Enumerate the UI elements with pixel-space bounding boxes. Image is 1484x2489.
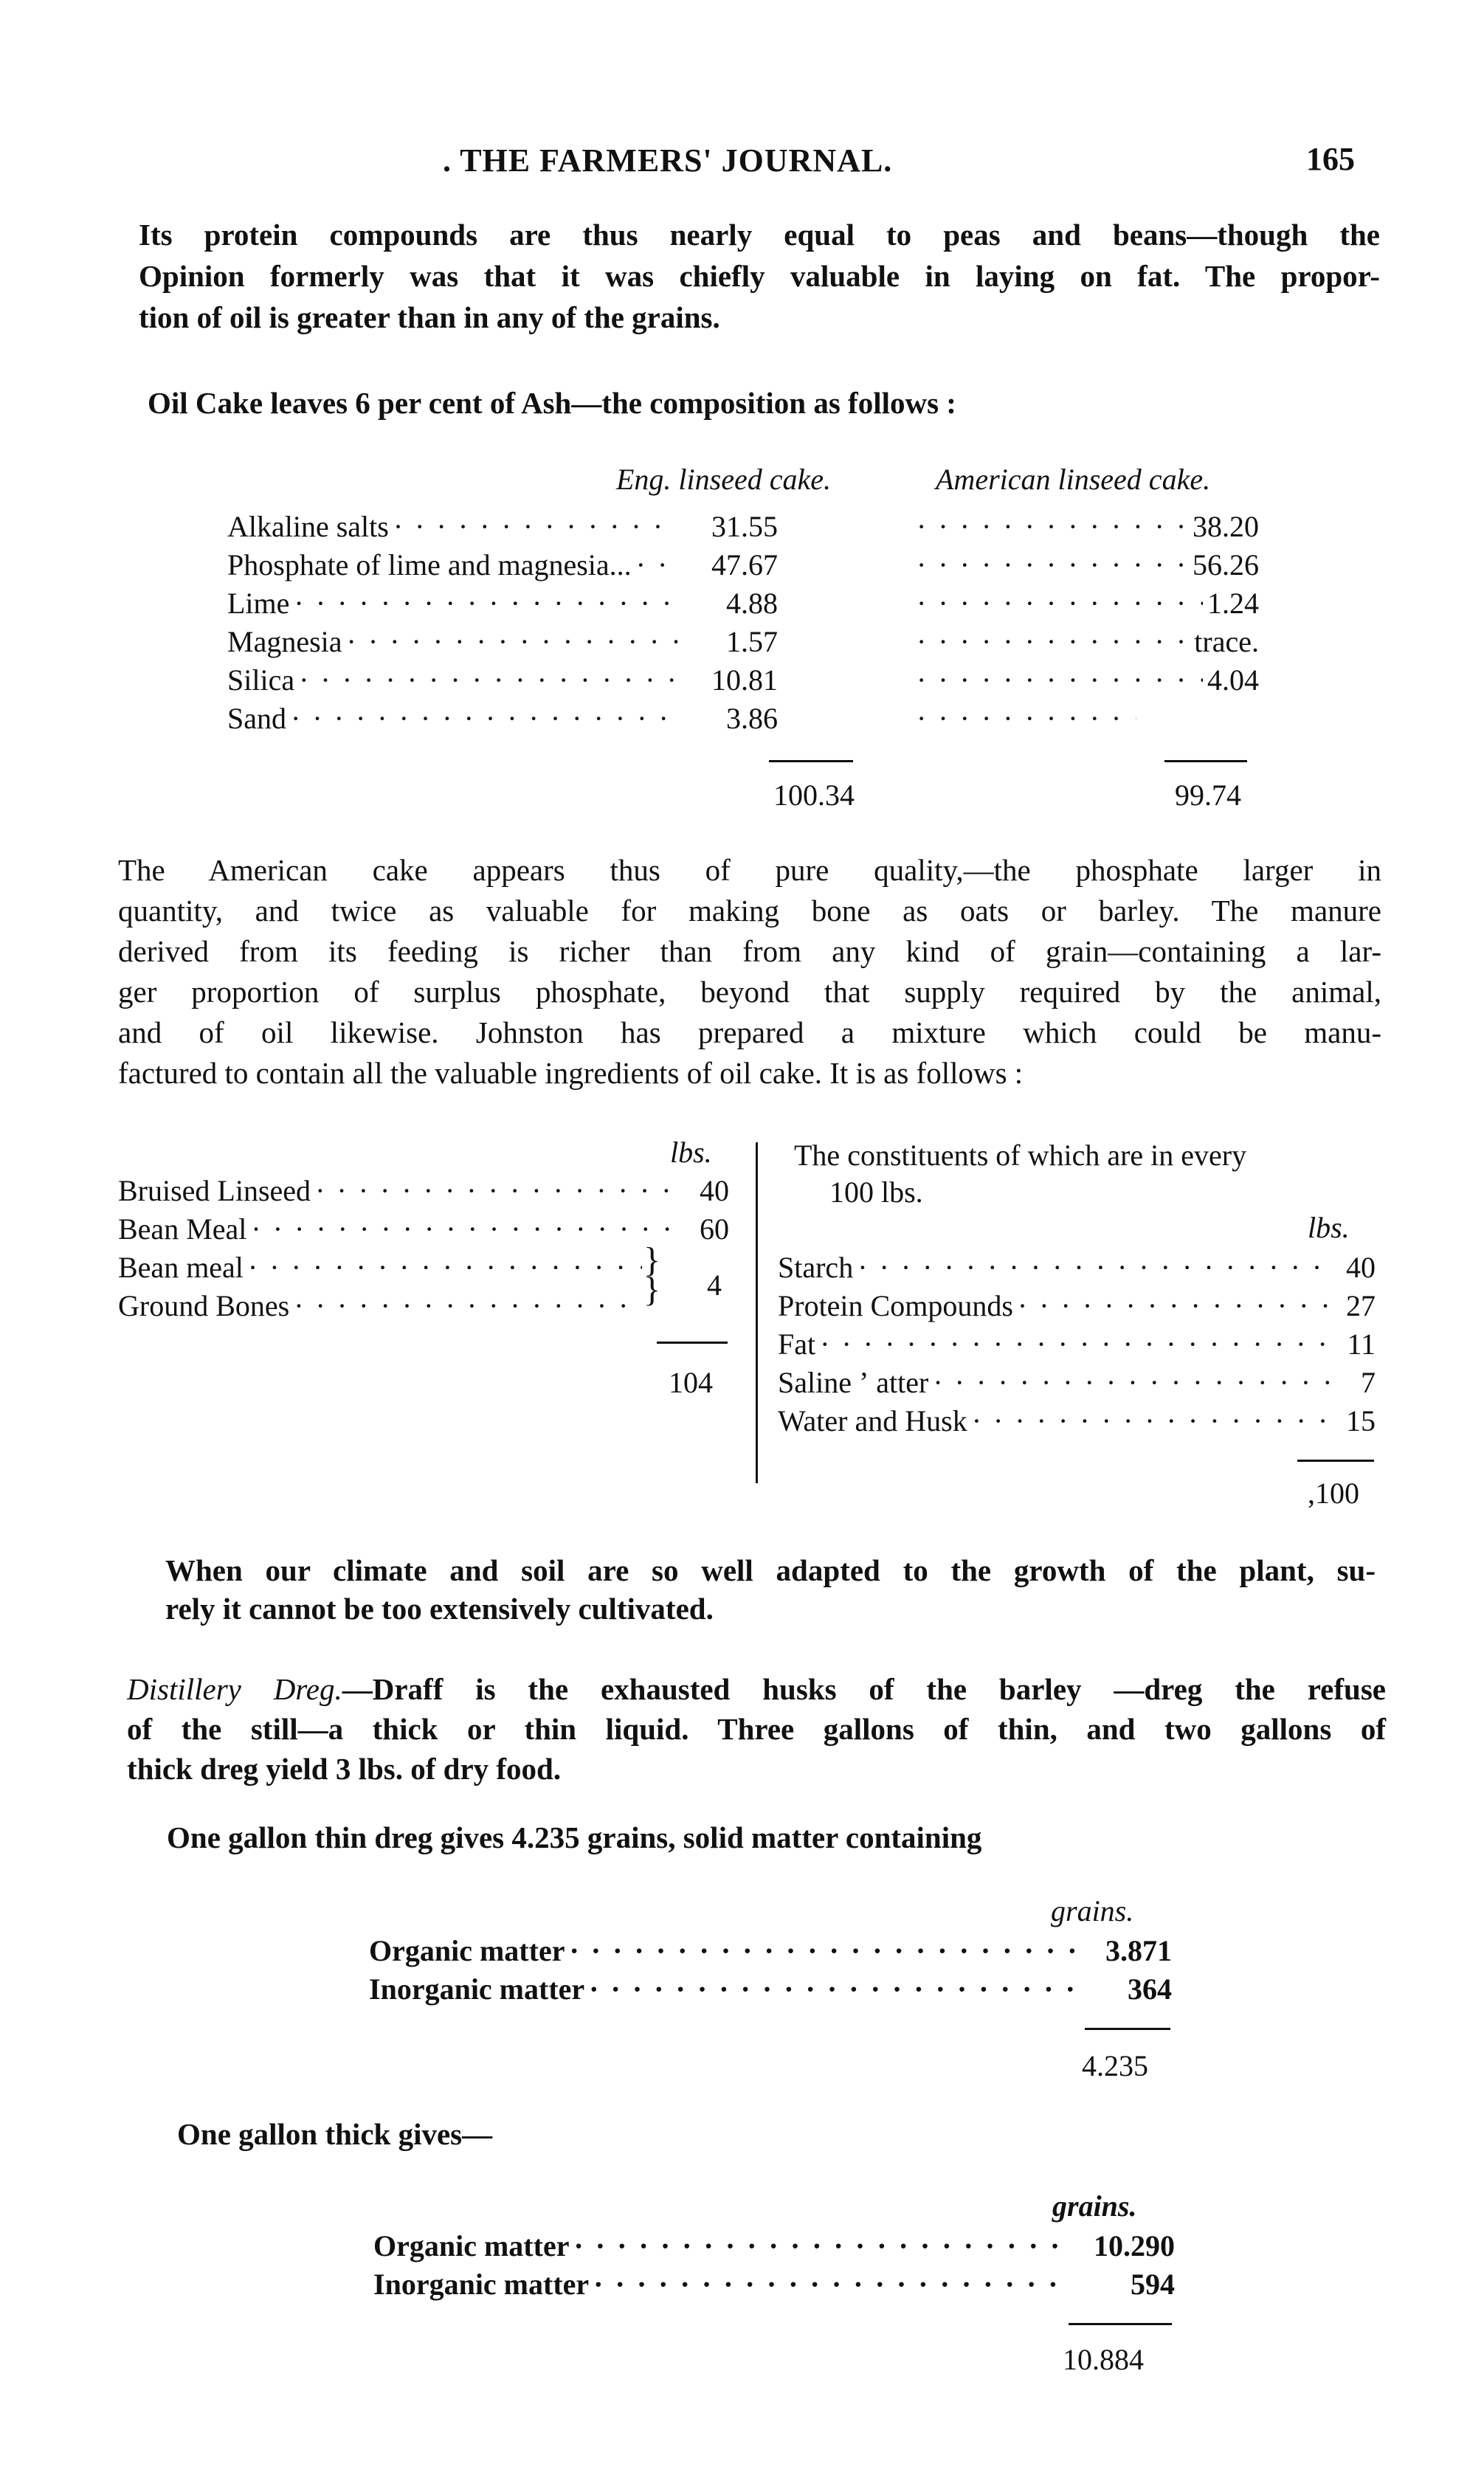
constituents-row-value: 27 bbox=[1346, 1289, 1376, 1322]
leader-dots bbox=[393, 509, 677, 544]
mixture-row bbox=[118, 1288, 646, 1323]
ash-row-value: 1.57 bbox=[726, 625, 778, 658]
constituents-row-label: Protein Compounds bbox=[778, 1289, 1013, 1322]
constituents-row-value: 40 bbox=[1346, 1251, 1376, 1284]
constituents-row-value: 11 bbox=[1347, 1328, 1376, 1361]
mixture-row-label: Bruised Linseed bbox=[118, 1174, 311, 1207]
thin-dreg-intro: One gallon thin dreg gives 4.235 grains, solid matter containing bbox=[167, 1820, 982, 1854]
constituents-row-label: Fat bbox=[778, 1328, 816, 1361]
leader-dots bbox=[857, 1250, 1334, 1285]
leader-dots bbox=[573, 2229, 1067, 2263]
intro-paragraph bbox=[139, 214, 1380, 338]
page-title: . THE FARMERS' JOURNAL. bbox=[443, 142, 893, 179]
ash-am-value: 4.04 bbox=[1207, 663, 1259, 697]
ash-am-total-rule bbox=[1164, 760, 1247, 762]
constituents-heading: The constituents of which are in every bbox=[794, 1139, 1247, 1172]
thin-dreg-row bbox=[369, 1972, 1172, 2006]
text-line: ger proportion of surplus phosphate, beyond that supply required by the animal, bbox=[118, 975, 1381, 1009]
climate-paragraph bbox=[165, 1551, 1376, 1628]
ash-row bbox=[227, 509, 778, 544]
ash-row-value: 47.67 bbox=[711, 548, 778, 581]
thick-dreg-total-rule bbox=[1069, 2323, 1172, 2325]
text-line: Opinion formerly was that it was chiefly valuable in laying on fat. The propor- bbox=[139, 259, 1380, 293]
leader-dots bbox=[589, 1972, 1079, 2006]
constituents-unit: lbs. bbox=[1308, 1211, 1350, 1244]
ash-row-label: Sand bbox=[227, 702, 286, 735]
leader-dots bbox=[917, 548, 1188, 582]
leader-dots bbox=[972, 1404, 1334, 1438]
ash-am-value: 38.20 bbox=[1193, 510, 1259, 543]
thick-dreg-row-value: 594 bbox=[1131, 2268, 1175, 2301]
constituents-row bbox=[778, 1288, 1376, 1323]
ash-row-value: 3.86 bbox=[726, 702, 778, 735]
thick-dreg-row-label: Organic matter bbox=[373, 2229, 570, 2262]
text-line: tion of oil is greater than in any of the grains. bbox=[139, 300, 720, 334]
mixture-total-rule bbox=[657, 1342, 728, 1344]
thin-dreg-row-label: Organic matter bbox=[369, 1934, 565, 1967]
distillery-text: —Draff is the exhausted husks of the barley —dreg the refuse bbox=[342, 1672, 1386, 1706]
constituents-row-label: Starch bbox=[778, 1251, 854, 1284]
thin-dreg-row-value: 3.871 bbox=[1105, 1934, 1172, 1967]
thick-dreg-intro: One gallon thick gives— bbox=[177, 2117, 493, 2151]
ash-row-label: Magnesia bbox=[227, 625, 342, 658]
distillery-lead: Distillery Dreg. bbox=[127, 1672, 342, 1706]
text-line: derived from its feeding is richer than from any kind of grain—containing a lar- bbox=[118, 934, 1381, 968]
mixture-row bbox=[118, 1212, 729, 1246]
mixture-unit: lbs. bbox=[670, 1136, 712, 1169]
mixture-row bbox=[118, 1173, 729, 1208]
ash-row-label: Lime bbox=[227, 587, 290, 620]
mixture-total: 104 bbox=[669, 1366, 713, 1399]
leader-dots bbox=[315, 1173, 680, 1208]
ash-row-label: Phosphate of lime and magnesia... bbox=[227, 548, 632, 581]
constituents-row-label: Saline ʼ atter bbox=[778, 1366, 929, 1399]
mixture-brace: } bbox=[643, 1270, 661, 1309]
thick-dreg-total: 10.884 bbox=[1063, 2343, 1144, 2376]
text-line: rely it cannot be too extensively cultivated. bbox=[165, 1592, 714, 1626]
text-line: factured to contain all the valuable ingredients of oil cake. It is as follows : bbox=[118, 1056, 1024, 1090]
leader-dots bbox=[917, 624, 1190, 659]
mixture-brace: } bbox=[643, 1240, 661, 1280]
ash-am-value: 56.26 bbox=[1193, 548, 1259, 581]
text-line: When our climate and soil are so well adapted to the growth of the plant, su- bbox=[165, 1553, 1376, 1587]
text-line: thick dreg yield 3 lbs. of dry food. bbox=[127, 1752, 562, 1786]
leader-dots bbox=[347, 624, 677, 659]
mixture-row bbox=[118, 1250, 646, 1285]
ash-am-value: trace. bbox=[1194, 625, 1259, 658]
leader-dots bbox=[820, 1327, 1334, 1361]
thick-dreg-row bbox=[373, 2229, 1175, 2263]
leader-dots bbox=[917, 586, 1203, 621]
constituents-row bbox=[778, 1404, 1376, 1438]
text-line: quantity, and twice as valuable for making bone as oats or barley. The manure bbox=[118, 894, 1381, 928]
constituents-total: ,100 bbox=[1308, 1477, 1359, 1510]
ash-am-cell bbox=[912, 548, 1259, 582]
ash-row bbox=[227, 663, 778, 697]
text-line: and of oil likewise. Johnston has prepared a mixture which could be manu- bbox=[118, 1015, 1381, 1049]
leader-dots bbox=[933, 1365, 1334, 1400]
ash-am-value: 1.24 bbox=[1207, 587, 1259, 620]
thick-dreg-row bbox=[373, 2267, 1175, 2302]
thin-dreg-row bbox=[369, 1933, 1172, 1968]
ash-intro: Oil Cake leaves 6 per cent of Ash—the composition as follows : bbox=[148, 386, 956, 420]
text-line: of the still—a thick or thin liquid. Three gallons of thin, and two gallons of bbox=[127, 1712, 1386, 1746]
ash-row-value: 4.88 bbox=[726, 587, 778, 620]
ash-row-label: Silica bbox=[227, 663, 295, 697]
constituents-row-label: Water and Husk bbox=[778, 1404, 967, 1437]
thin-dreg-row-value: 364 bbox=[1128, 1972, 1172, 2006]
leader-dots bbox=[569, 1933, 1079, 1968]
leader-dots bbox=[917, 509, 1188, 544]
ash-am-cell bbox=[912, 509, 1259, 544]
thick-dreg-row-label: Inorganic matter bbox=[373, 2268, 590, 2301]
thin-dreg-unit: grains. bbox=[1051, 1894, 1134, 1927]
constituents-row bbox=[778, 1327, 1376, 1361]
american-paragraph bbox=[118, 850, 1381, 1094]
ash-row bbox=[227, 586, 778, 621]
leader-dots bbox=[917, 663, 1203, 697]
thick-dreg-unit: grains. bbox=[1052, 2189, 1137, 2223]
constituents-row-value: 7 bbox=[1361, 1366, 1376, 1399]
text-line: The American cake appears thus of pure quality,—the phosphate larger in bbox=[118, 853, 1381, 887]
constituents-heading: 100 lbs. bbox=[829, 1176, 923, 1209]
constituents-row bbox=[778, 1250, 1376, 1285]
leader-dots bbox=[1018, 1288, 1334, 1323]
ash-row bbox=[227, 701, 778, 736]
mixture-row-label: Ground Bones bbox=[118, 1289, 290, 1322]
thick-dreg-row-value: 10.290 bbox=[1094, 2229, 1175, 2262]
leader-dots bbox=[593, 2267, 1067, 2302]
leader-dots bbox=[291, 701, 677, 736]
leader-dots bbox=[636, 548, 677, 582]
text-line: Its protein compounds are thus nearly equal to peas and beans—though the bbox=[139, 218, 1380, 252]
thin-dreg-row-label: Inorganic matter bbox=[369, 1972, 585, 2006]
ash-am-cell bbox=[912, 663, 1259, 697]
ash-row-value: 10.81 bbox=[711, 663, 778, 697]
thin-dreg-total-rule bbox=[1085, 2028, 1170, 2030]
ash-row-label: Alkaline salts bbox=[227, 510, 389, 543]
ash-eng-total: 100.34 bbox=[773, 779, 855, 812]
ash-col-eng-header: Eng. linseed cake. bbox=[616, 463, 831, 496]
ash-am-cell bbox=[912, 586, 1259, 621]
distillery-paragraph bbox=[127, 1669, 1386, 1789]
text-line bbox=[127, 1669, 1386, 1709]
mixture-row-value: 40 bbox=[700, 1174, 729, 1207]
constituents-row-value: 15 bbox=[1346, 1404, 1376, 1437]
mixture-row-label: Bean meal bbox=[118, 1251, 244, 1284]
thin-dreg-total: 4.235 bbox=[1082, 2049, 1148, 2082]
mixture-row-value: 60 bbox=[700, 1212, 729, 1246]
leader-dots bbox=[917, 701, 1136, 736]
ash-row bbox=[227, 624, 778, 659]
ash-col-am-header: American linseed cake. bbox=[936, 463, 1211, 496]
leader-dots bbox=[299, 663, 677, 697]
ash-eng-total-rule bbox=[769, 760, 853, 762]
ash-am-cell bbox=[912, 624, 1259, 659]
leader-dots bbox=[251, 1212, 680, 1246]
column-divider bbox=[756, 1142, 758, 1483]
ash-row bbox=[227, 548, 778, 582]
ash-am-total: 99.74 bbox=[1175, 779, 1241, 812]
ash-am-cell bbox=[912, 701, 1141, 736]
page-number: 165 bbox=[1306, 141, 1355, 177]
leader-dots bbox=[294, 586, 677, 621]
constituents-row bbox=[778, 1365, 1376, 1400]
leader-dots bbox=[248, 1250, 642, 1285]
mixture-row-label: Bean Meal bbox=[118, 1212, 247, 1246]
mixture-brace-value: 4 bbox=[707, 1268, 722, 1302]
constituents-total-rule bbox=[1297, 1460, 1374, 1462]
leader-dots bbox=[294, 1288, 642, 1323]
ash-row-value: 31.55 bbox=[711, 510, 778, 543]
